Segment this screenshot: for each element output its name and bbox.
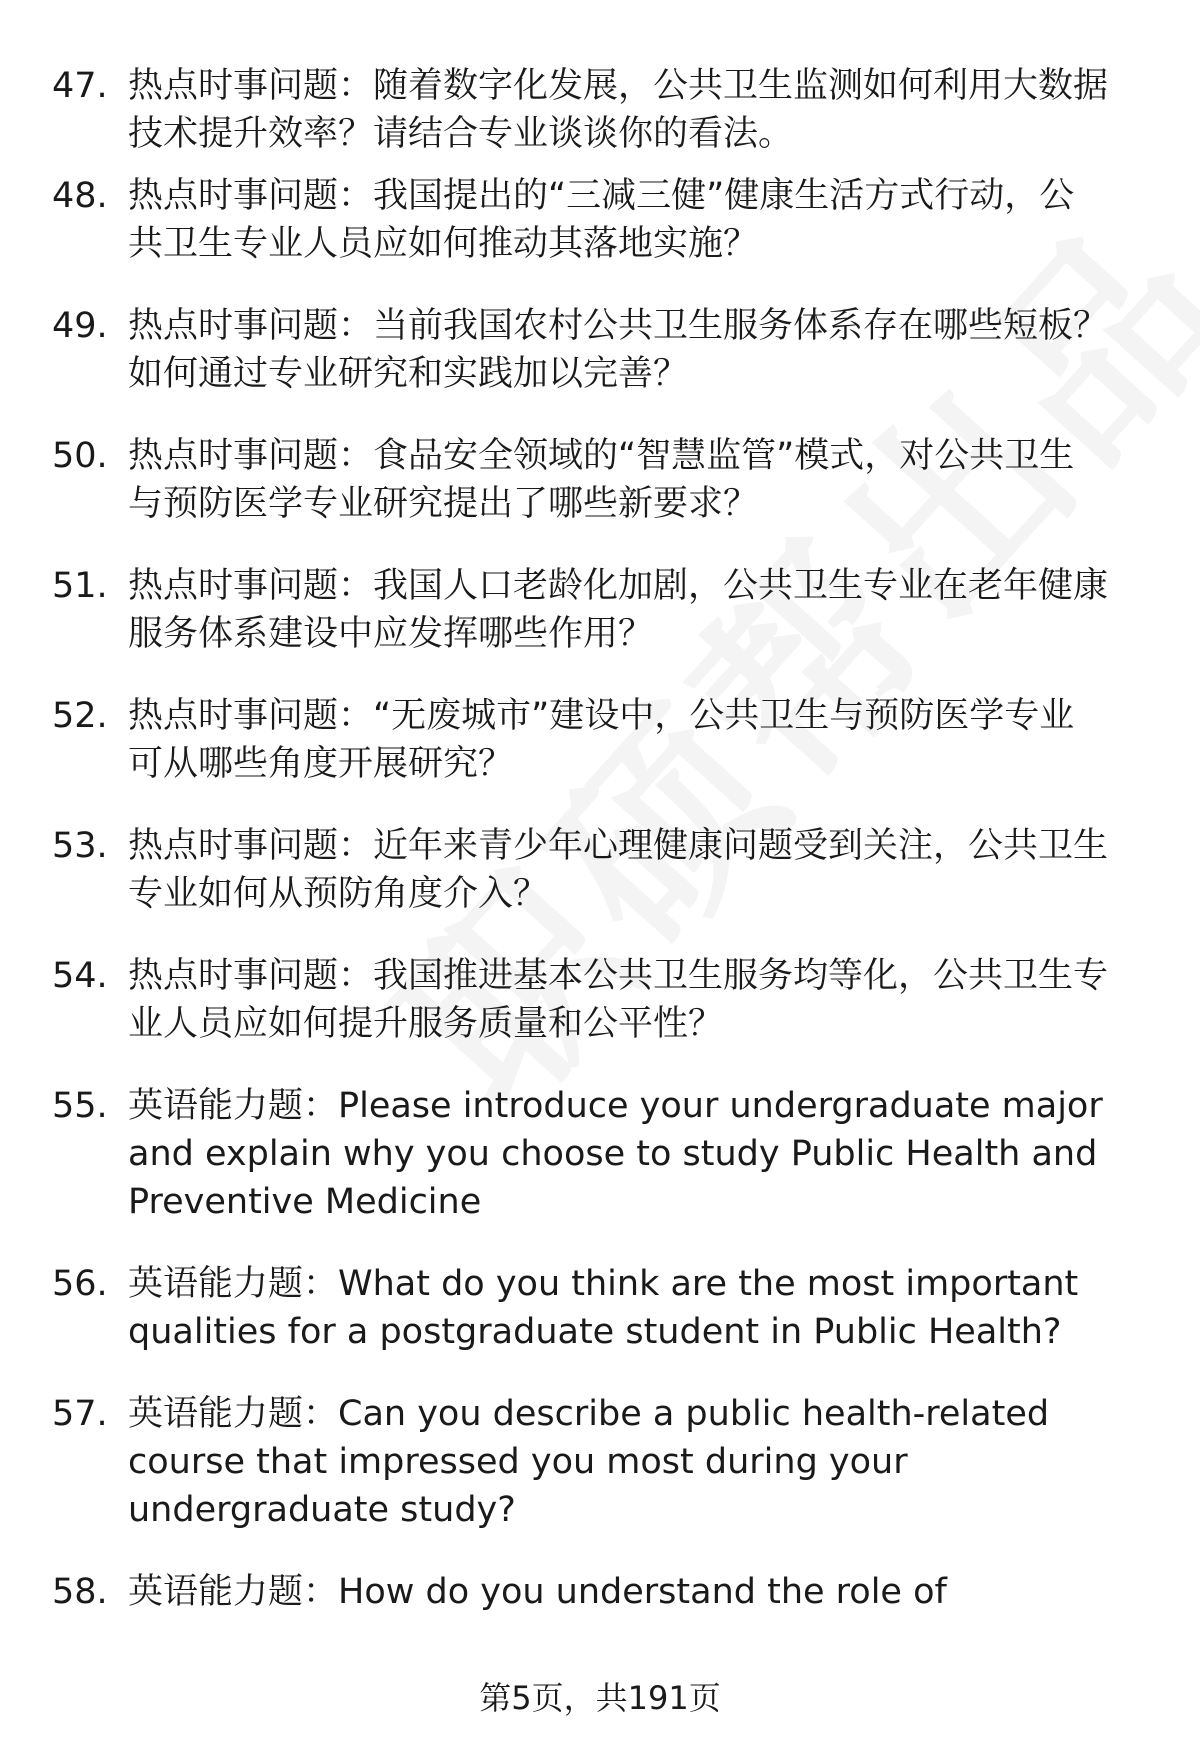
- question-number: 48.: [52, 176, 108, 216]
- question-line: 热点时事问题：我国推进基本公共卫生服务均等化，公共卫生专: [128, 956, 1109, 996]
- question-line: 热点时事问题：近年来青少年心理健康问题受到关注，公共卫生: [128, 826, 1109, 866]
- question-text: [128, 1568, 1143, 1616]
- question-line: 热点时事问题：随着数字化发展，公共卫生监测如何利用大数据: [128, 66, 1109, 106]
- question-number: 57.: [52, 1394, 108, 1434]
- question-line: 可从哪些角度开展研究？: [128, 744, 514, 784]
- question-line: 共卫生专业人员应如何推动其落地实施？: [128, 224, 759, 264]
- question-line: 热点时事问题：食品安全领域的“智慧监管”模式，对公共卫生: [128, 436, 1075, 476]
- question-line: 英语能力题：Please introduce your undergraduate major: [128, 1086, 1103, 1126]
- question-line: undergraduate study?: [128, 1490, 516, 1530]
- question-line: 英语能力题：What do you think are the most important: [128, 1264, 1079, 1304]
- question-line: 热点时事问题：“无废城市”建设中，公共卫生与预防医学专业: [128, 696, 1075, 736]
- question-number: 56.: [52, 1264, 108, 1304]
- question-line: 热点时事问题：我国提出的“三减三健”健康生活方式行动，公: [128, 176, 1075, 216]
- question-text: [128, 952, 1143, 1048]
- question-line: 热点时事问题：我国人口老龄化加剧，公共卫生专业在老年健康: [128, 566, 1109, 606]
- question-text: [128, 692, 1143, 788]
- question-number: 54.: [52, 956, 108, 996]
- question-text: [128, 1390, 1143, 1534]
- question-text: [128, 822, 1143, 918]
- question-line: 如何通过专业研究和实践加以完善？: [128, 354, 689, 394]
- question-line: Preventive Medicine: [128, 1182, 482, 1222]
- question-line: 技术提升效率？请结合专业谈谈你的看法。: [128, 114, 794, 154]
- question-line: qualities for a postgraduate student in Public Health?: [128, 1312, 1062, 1352]
- question-text: [128, 172, 1143, 268]
- question-number: 55.: [52, 1086, 108, 1126]
- question-line: 服务体系建设中应发挥哪些作用？: [128, 614, 654, 654]
- question-number: 53.: [52, 826, 108, 866]
- question-text: [128, 302, 1143, 398]
- page-footer: [0, 1676, 1200, 1720]
- question-line: 热点时事问题：当前我国农村公共卫生服务体系存在哪些短板？: [128, 306, 1109, 346]
- question-line: 专业如何从预防角度介入？: [128, 874, 549, 914]
- question-line: 英语能力题：How do you understand the role of: [128, 1572, 947, 1612]
- question-text: [128, 562, 1143, 658]
- question-number: 52.: [52, 696, 108, 736]
- page-number-label: 第5页，共191页: [479, 1679, 721, 1717]
- question-number: 47.: [52, 66, 108, 106]
- question-line: 业人员应如何提升服务质量和公平性？: [128, 1004, 724, 1044]
- question-text: [128, 432, 1143, 528]
- question-text: [128, 62, 1143, 158]
- question-number: 51.: [52, 566, 108, 606]
- question-text: [128, 1260, 1143, 1356]
- question-text: [128, 1082, 1143, 1226]
- question-line: and explain why you choose to study Public Health and: [128, 1134, 1098, 1174]
- question-number: 58.: [52, 1572, 108, 1612]
- question-line: course that impressed you most during your: [128, 1442, 908, 1482]
- question-number: 50.: [52, 436, 108, 476]
- question-number: 49.: [52, 306, 108, 346]
- question-line: 与预防医学专业研究提出了哪些新要求？: [128, 484, 759, 524]
- question-line: 英语能力题：Can you describe a public health-related: [128, 1394, 1050, 1434]
